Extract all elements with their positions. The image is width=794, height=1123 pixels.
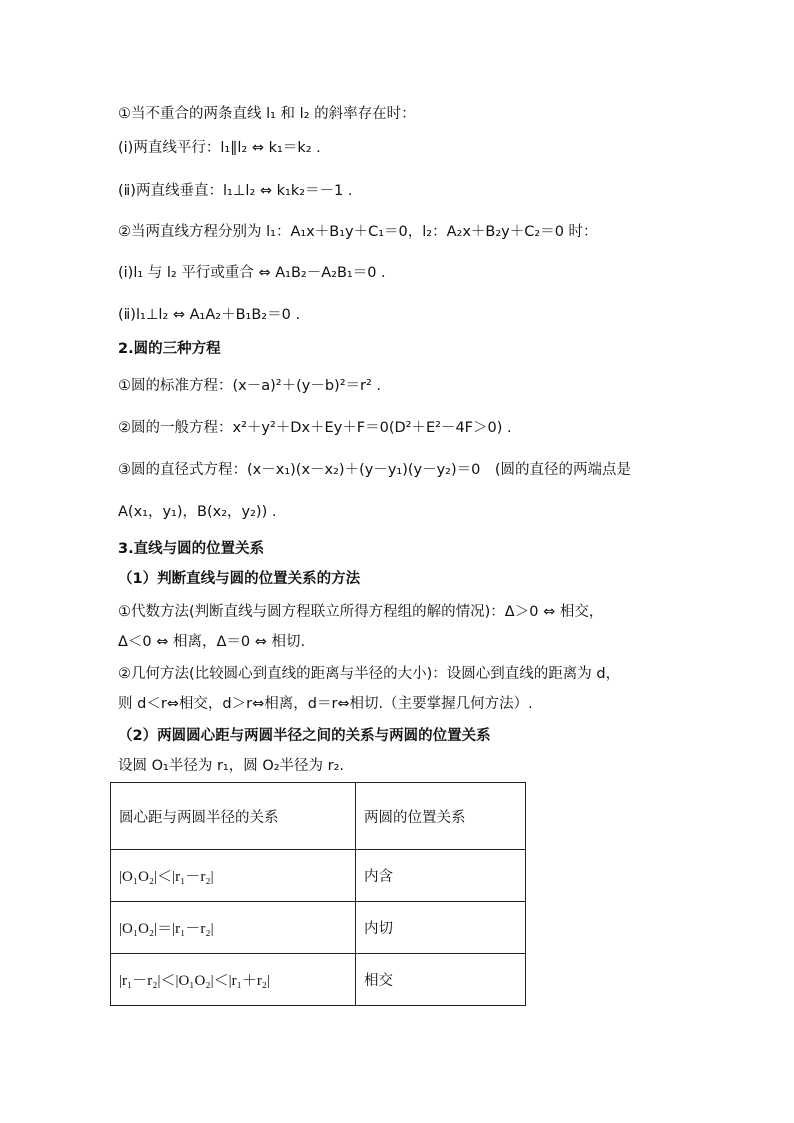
perpendicular-condition: (ⅱ)两直线垂直：l₁⊥l₂ ⇔ k₁k₂＝－1 .: [118, 183, 353, 199]
parallel-perpendicular-intro: ①当不重合的两条直线 l₁ 和 l₂ 的斜率存在时：: [118, 106, 416, 122]
table-cell: 内切: [356, 902, 526, 954]
general-form-intro: ②当两直线方程分别为 l₁：A₁x＋B₁y＋C₁＝0，l₂：A₂x＋B₂y＋C₂＝0 时：: [118, 224, 598, 240]
table-cell: |O₁O₂|＜|r₁－r₂|: [111, 850, 356, 902]
table-cell: 相交: [356, 954, 526, 1006]
parallel-condition: (ⅰ)两直线平行：l₁∥l₂ ⇔ k₁＝k₂ .: [118, 140, 321, 156]
table-cell: 内含: [356, 850, 526, 902]
general-parallel-condition: (ⅰ)l₁ 与 l₂ 平行或重合 ⇔ A₁B₂－A₂B₁＝0 .: [118, 265, 386, 281]
geometric-method-cont: 则 d＜r⇔相交，d＞r⇔相离，d＝r⇔相切.（主要掌握几何方法）.: [118, 696, 533, 712]
algebraic-method-cont: Δ＜0 ⇔ 相离，Δ＝0 ⇔ 相切.: [118, 634, 306, 650]
circle-diameter-endpoints: A(x₁，y₁)，B(x₂，y₂)) .: [118, 504, 277, 520]
circle-standard-equation: ①圆的标准方程：(x－a)²＋(y－b)²＝r² .: [118, 378, 381, 394]
subheading-line-circle-method: （1）判断直线与圆的位置关系的方法: [118, 571, 361, 587]
circle-diameter-equation: ③圆的直径式方程：(x－x₁)(x－x₂)＋(y－y₁)(y－y₂)＝0 (圆的直径的两端点是: [118, 462, 632, 478]
circle-relation-table: [110, 782, 526, 1006]
geometric-method: ②几何方法(比较圆心到直线的距离与半径的大小)：设圆心到直线的距离为 d，: [118, 666, 621, 682]
table-row: [111, 850, 526, 902]
algebraic-method: ①代数方法(判断直线与圆方程联立所得方程组的解的情况)：Δ＞0 ⇔ 相交，: [118, 604, 604, 620]
table-row: [111, 954, 526, 1006]
table-header-cell: 圆心距与两圆半径的关系: [111, 783, 356, 850]
section-heading-line-circle: 3.直线与圆的位置关系: [118, 541, 265, 557]
table-cell: |r₁－r₂|＜|O₁O₂|＜|r₁＋r₂|: [111, 954, 356, 1006]
table-header-cell: 两圆的位置关系: [356, 783, 526, 850]
circle-general-equation: ②圆的一般方程：x²＋y²＋Dx＋Ey＋F＝0(D²＋E²－4F＞0) .: [118, 420, 512, 436]
subheading-two-circles: （2）两圆圆心距与两圆半径之间的关系与两圆的位置关系: [118, 728, 491, 744]
radius-definition: 设圆 O₁半径为 r₁，圆 O₂半径为 r₂.: [118, 758, 345, 774]
table-header-row: [111, 783, 526, 850]
general-perpendicular-condition: (ⅱ)l₁⊥l₂ ⇔ A₁A₂＋B₁B₂＝0 .: [118, 307, 301, 323]
table-row: [111, 902, 526, 954]
table-cell: |O₁O₂|＝|r₁－r₂|: [111, 902, 356, 954]
section-heading-circle-equations: 2.圆的三种方程: [118, 341, 221, 357]
